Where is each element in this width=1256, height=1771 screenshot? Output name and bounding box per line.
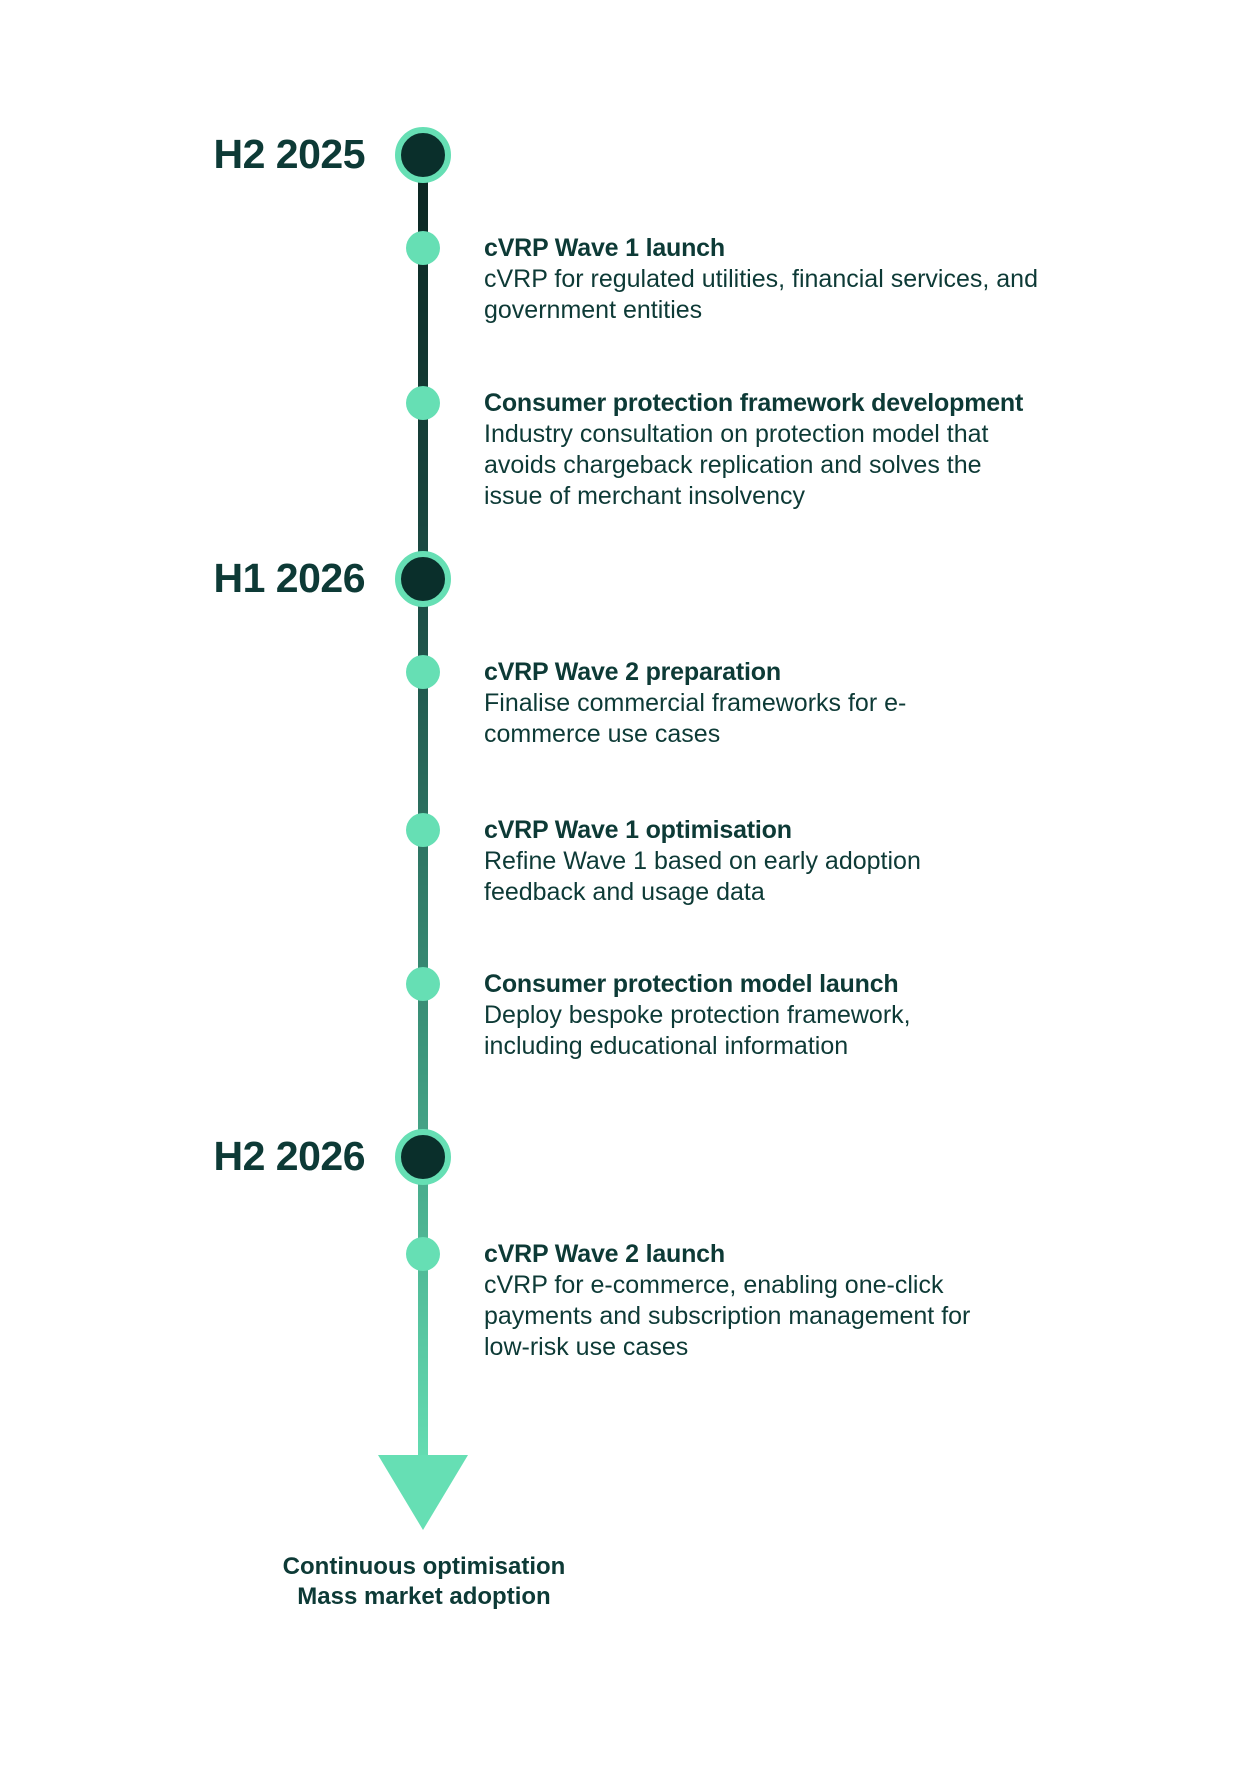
event-description: Deploy bespoke protection framework, including educational information [484, 1001, 911, 1060]
event-node [406, 967, 440, 1001]
event-item [484, 815, 1084, 908]
event-item [484, 1239, 1084, 1363]
event-title: cVRP Wave 1 optimisation [484, 816, 792, 844]
event-title: Consumer protection model launch [484, 970, 899, 998]
period-node-h2-2026 [398, 1132, 448, 1182]
event-title: cVRP Wave 2 launch [484, 1240, 725, 1268]
event-item [484, 969, 1084, 1062]
event-title: cVRP Wave 2 preparation [484, 658, 781, 686]
event-item [484, 657, 1084, 750]
event-node [406, 231, 440, 265]
period-label-h1-2026: H1 2026 [213, 555, 365, 601]
period-node-h1-2026 [398, 554, 448, 604]
event-node [406, 386, 440, 420]
event-description: Industry consultation on protection model that avoids chargeback replication and solves the issue of merchant insolvency [484, 420, 989, 510]
event-item [484, 388, 1084, 512]
event-description: Finalise commercial frameworks for e-commerce use cases [484, 689, 907, 748]
period-label-h2-2026: H2 2026 [213, 1133, 365, 1179]
event-description: cVRP for regulated utilities, financial services, and government entities [484, 265, 1038, 324]
footer-line-2: Mass market adoption [297, 1583, 551, 1610]
event-node [406, 1237, 440, 1271]
period-label-h2-2025: H2 2025 [213, 131, 365, 177]
timeline-arrowhead [378, 1455, 468, 1530]
event-item [484, 233, 1084, 326]
event-title: Consumer protection framework development [484, 389, 1024, 417]
event-description: Refine Wave 1 based on early adoption feedback and usage data [484, 847, 921, 906]
period-node-h2-2025 [398, 130, 448, 180]
footer-line-1: Continuous optimisation [282, 1553, 566, 1580]
event-title: cVRP Wave 1 launch [484, 234, 725, 262]
event-description: cVRP for e-commerce, enabling one-click payments and subscription management for low-risk use cases [484, 1271, 971, 1361]
event-node [406, 655, 440, 689]
event-node [406, 813, 440, 847]
timeline-footer [224, 1552, 624, 1612]
